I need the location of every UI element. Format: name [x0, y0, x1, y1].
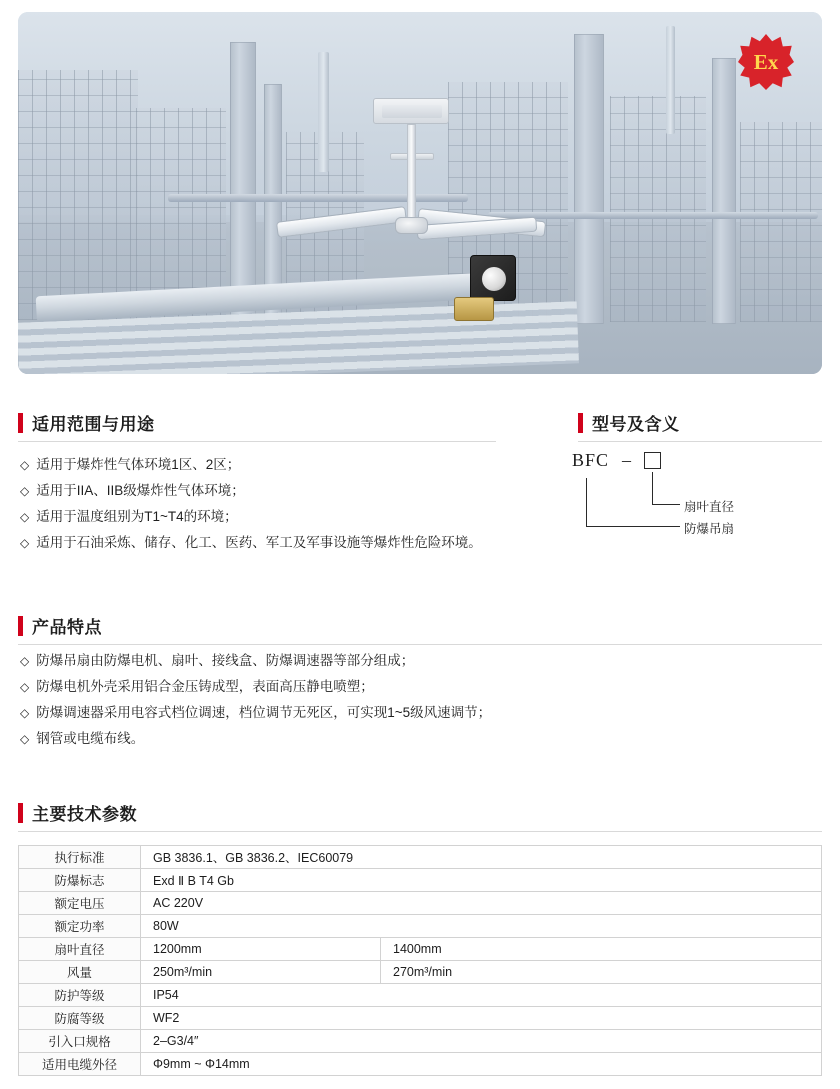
- hero-image: [18, 12, 822, 374]
- accent-bar: [18, 803, 23, 823]
- row-label: 额定功率: [19, 915, 141, 938]
- list-item-label: 适用于温度组别为T1~T4的环境；: [36, 509, 238, 524]
- leader-line: [586, 526, 680, 527]
- table-row: [19, 1053, 822, 1076]
- table-row: [19, 984, 822, 1007]
- divider: [578, 441, 822, 442]
- diamond-bullet-icon: ◇: [20, 654, 30, 668]
- list-item: [20, 674, 491, 700]
- row-label: 扇叶直径: [19, 938, 141, 961]
- row-label: 防腐等级: [19, 1007, 141, 1030]
- table-row: [19, 961, 822, 984]
- ex-badge-label: Ex: [753, 49, 779, 74]
- fan-hub-icon: [395, 217, 428, 234]
- row-label: 风量: [19, 961, 141, 984]
- list-item: [20, 530, 482, 556]
- row-value: Φ9mm ~ Φ14mm: [141, 1053, 822, 1076]
- diamond-bullet-icon: ◇: [20, 732, 30, 746]
- features-list: [20, 648, 491, 752]
- fan-mount-icon: [373, 98, 449, 124]
- specs-table: [18, 845, 822, 1076]
- row-value: Exd Ⅱ B T4 Gb: [141, 869, 822, 892]
- distillation-tower-icon: [712, 58, 736, 324]
- list-item: [20, 504, 482, 530]
- table-row: [19, 846, 822, 869]
- distillation-tower-icon: [230, 42, 256, 322]
- list-item: [20, 726, 491, 752]
- list-item-label: 适用于爆炸性气体环境1区、2区；: [36, 457, 241, 472]
- section-heading-model: [578, 410, 680, 435]
- diamond-bullet-icon: ◇: [20, 536, 30, 550]
- accent-bar: [18, 616, 23, 636]
- row-value: IP54: [141, 984, 822, 1007]
- section-heading-specs: [18, 800, 137, 825]
- list-item: [20, 478, 482, 504]
- divider: [18, 441, 496, 442]
- diamond-bullet-icon: ◇: [20, 484, 30, 498]
- section-title: 适用范围与用途: [32, 415, 155, 434]
- list-item: [20, 452, 482, 478]
- section-heading-features: [18, 613, 102, 638]
- row-value: GB 3836.1、GB 3836.2、IEC60079: [141, 846, 822, 869]
- row-value-1: 250m³/min: [141, 961, 381, 984]
- mounting-arm-icon: [454, 297, 494, 321]
- diamond-bullet-icon: ◇: [20, 680, 30, 694]
- model-label-product: 防爆吊扇: [684, 522, 735, 536]
- stack-icon: [318, 52, 329, 172]
- table-row: [19, 892, 822, 915]
- diamond-bullet-icon: ◇: [20, 510, 30, 524]
- row-label: 引入口规格: [19, 1030, 141, 1053]
- diamond-bullet-icon: ◇: [20, 706, 30, 720]
- section-heading-scope: [18, 410, 155, 435]
- pipe-icon: [168, 194, 468, 202]
- list-item-label: 防爆吊扇由防爆电机、扇叶、接线盒、防爆调速器等部分组成；: [36, 653, 415, 668]
- scope-list: [20, 452, 482, 556]
- list-item: [20, 700, 491, 726]
- model-code-prefix: BFC: [572, 450, 610, 470]
- pipe-icon: [488, 212, 818, 219]
- diamond-bullet-icon: ◇: [20, 458, 30, 472]
- model-code-dash: –: [622, 450, 632, 470]
- row-value: 2–G3/4″: [141, 1030, 822, 1053]
- plant-structure-icon: [610, 96, 706, 322]
- stack-icon: [666, 26, 675, 134]
- table-row: [19, 869, 822, 892]
- list-item-label: 适用于石油采炼、储存、化工、医药、军工及军事设施等爆炸性危险环境。: [36, 535, 482, 550]
- plant-structure-icon: [740, 122, 822, 322]
- model-code-placeholder-box: [644, 452, 661, 469]
- row-value-2: 1400mm: [381, 938, 822, 961]
- row-value-2: 270m³/min: [381, 961, 822, 984]
- model-designation-diagram: [558, 450, 828, 560]
- row-value-1: 1200mm: [141, 938, 381, 961]
- row-label: 防护等级: [19, 984, 141, 1007]
- list-item: [20, 648, 491, 674]
- row-value: WF2: [141, 1007, 822, 1030]
- row-value: AC 220V: [141, 892, 822, 915]
- list-item-label: 防爆电机外壳采用铝合金压铸成型，表面高压静电喷塑；: [36, 679, 374, 694]
- section-title: 产品特点: [32, 618, 102, 637]
- list-item-label: 适用于IIA、IIB级爆炸性气体环境；: [36, 483, 245, 498]
- row-label: 额定电压: [19, 892, 141, 915]
- table-row: [19, 938, 822, 961]
- table-row: [19, 1030, 822, 1053]
- section-title: 主要技术参数: [32, 805, 137, 824]
- model-label-blade-diameter: 扇叶直径: [684, 500, 735, 514]
- leader-line: [586, 478, 587, 526]
- leader-line: [652, 472, 653, 504]
- leader-line: [652, 504, 680, 505]
- table-row: [19, 915, 822, 938]
- section-title: 型号及含义: [592, 415, 680, 434]
- divider: [18, 831, 822, 832]
- divider: [18, 644, 822, 645]
- ex-certification-badge: [738, 34, 794, 90]
- list-item-label: 防爆调速器采用电容式档位调速，档位调节无死区，可实现1~5级风速调节；: [36, 705, 492, 720]
- table-row: [19, 1007, 822, 1030]
- fan-downrod-icon: [407, 124, 416, 220]
- row-label: 防爆标志: [19, 869, 141, 892]
- explosion-proof-motor-icon: [470, 255, 516, 301]
- list-item-label: 钢管或电缆布线。: [36, 731, 145, 746]
- accent-bar: [18, 413, 23, 433]
- row-label: 适用电缆外径: [19, 1053, 141, 1076]
- accent-bar: [578, 413, 583, 433]
- row-value: 80W: [141, 915, 822, 938]
- plant-structure-icon: [18, 70, 138, 320]
- distillation-tower-icon: [574, 34, 604, 324]
- row-label: 执行标准: [19, 846, 141, 869]
